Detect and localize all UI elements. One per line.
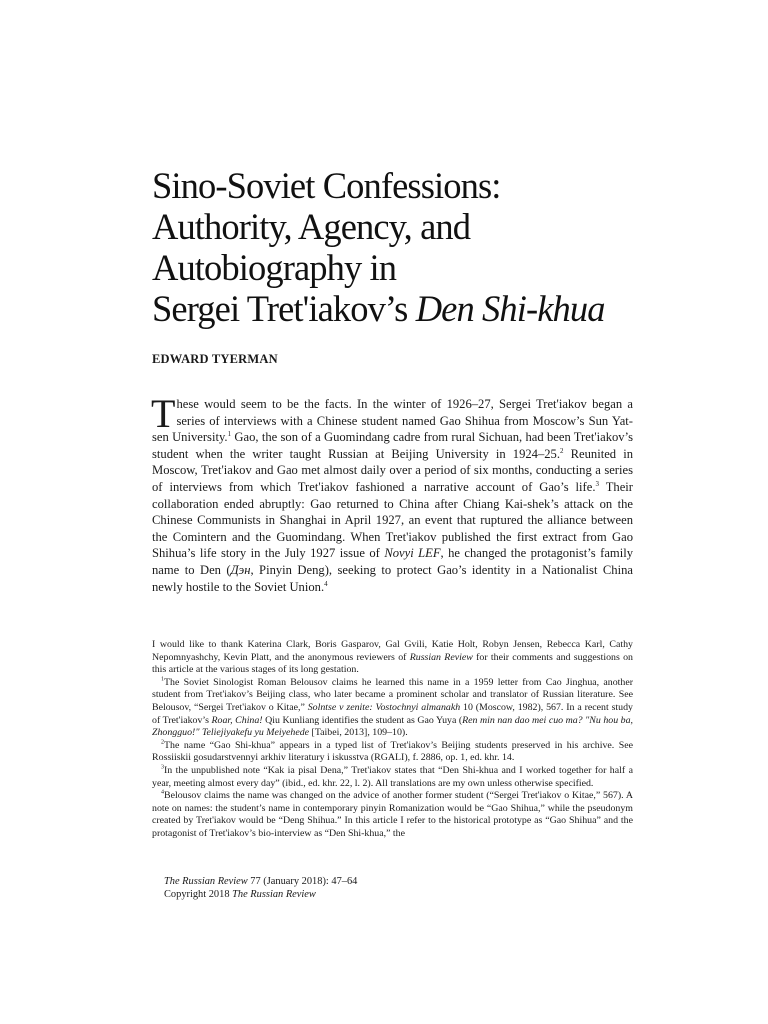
body-text-6: , Pinyin Deng), seeking to protect Gao’s identity in a Nationalist China newly hostile to the Soviet Union. — [152, 562, 633, 594]
title-line-4 — [152, 288, 642, 329]
body-text-4: Their collaboration ended abruptly: Gao returned to China after Chiang Kai-shek’s attack on the Chinese Communists in Shanghai in April 1927, an event that ruptured the alliance between the Comintern and the Guomindang. When Tret'iakov published the first extract from Gao Shihua’s life story in the July 1927 issue of — [152, 479, 633, 561]
drop-cap: T — [151, 391, 176, 436]
journal-name: Novyi LEF — [384, 546, 441, 561]
footnotes — [152, 639, 633, 841]
body-paragraph — [151, 391, 634, 595]
body-text-1: hese would seem to be the facts. In the winter of 1926–27, Sergei Tret'iakov began a series of interviews with a Chinese student named Gao Shihua from Moscow’s Sun Yat-sen University. — [152, 397, 633, 445]
title-line-2: Authority, Agency, and — [152, 206, 471, 247]
body-text-3: Reunited in Moscow, Tret'iakov and Gao met almost daily over a period of six months, conducting a series of interviews from which Tret'iakov fashioned a narrative account of Gao’s life. — [152, 446, 633, 494]
title-italic-work: Den Shi-khua — [415, 288, 605, 329]
footnote-ref-1[interactable]: 1 — [227, 430, 232, 438]
body-text-2: Gao, the son of a Guomindang cadre from rural Sichuan, had been Tret'iakov’s student when the writer taught Russian at Beijing University in 1924–25. — [152, 430, 633, 461]
footnote-ref-3[interactable]: 3 — [595, 479, 599, 488]
footnote-ref-4[interactable]: 4 — [324, 579, 328, 588]
copyright-line: Copyright 2018 The Russian Review — [164, 888, 316, 900]
cyrillic-name: Дэн — [230, 562, 251, 577]
acknowledgement-note: I would like to thank Katerina Clark, Boris Gasparov, Gal Gvili, Katie Holt, Robyn Jensen, Rebecca Karl, Cathy Nepomnyashchy, Kevin Platt, and the anonymous reviewers of Russian Review for their comments and suggestions on this article at the various stages of its long gestation. — [152, 639, 633, 676]
body-text-5: , he changed the protagonist’s family name to Den ( — [152, 546, 634, 577]
title-line-4-prefix: Sergei Tret'iakov’s — [152, 288, 416, 329]
page-footer — [164, 876, 357, 901]
title-line-3: Autobiography in — [152, 247, 397, 288]
footnote-2: $^2$The name “Gao Shi-khua” appears in a typed list of Tret'iakov’s Beijing students preserved in his archive. See Rossiiskii gosudarstvennyi arkhiv literatury i iskusstva (RGALI), f. 2886, op. 1, ed. khr. 14. — [152, 739, 633, 764]
footnote-ref-2[interactable]: 2 — [560, 446, 564, 455]
journal-citation: The Russian Review 77 (January 2018): 47–64 — [164, 876, 358, 887]
article-title — [152, 165, 642, 329]
footnote-3: $^3$In the unpublished note “Kak ia pisal Dena,” Tret'iakov states that “Den Shi-khua and I worked together for half a year, meeting almost every day” (ibid., ed. khr. 22, l. 2). All translations are my own unless otherwise specified. — [152, 764, 633, 789]
footnote-1: $^1$The Soviet Sinologist Roman Belousov claims he learned this name in a 1959 letter from Cao Jinghua, another student from Tret'iakov’s Beijing class, who later became a prominent scholar and translator of Russian literature. See Belousov, “Sergei Tret'iakov o Kitae,” Solntse v zenite: Vostochnyi almanakh 10 (Moscow, 1982), 567. In a recent study of Tret'iakov’s Roar, China! Qiu Kunliang identifies the student as Gao Yuya (Ren min nan dao mei cuo ma? "Nu hou ba, Zhongguo!" Teliejiyakefu yu Meiyehede [Taibei, 2013], 109–10). — [152, 676, 634, 739]
article-page — [152, 0, 633, 1024]
footnote-4: $^4$Belousov claims the name was changed on the advice of another former student (“Sergei Tret'iakov o Kitae,” 567). A note on names: the student’s name in contemporary pinyin Romanization would be “Gao Shihua,” while the pseudonym created by Tret'iakov would be “Deng Shihua.” In this article I refer to the historical prototype as “Gao Shihua” and the protagonist of Tret'iakov’s bio-interview as “Den Shi-khua,” the — [152, 789, 633, 839]
title-line-1: Sino-Soviet Confessions: — [152, 165, 501, 206]
author-name: EDWARD TYERMAN — [152, 352, 278, 366]
